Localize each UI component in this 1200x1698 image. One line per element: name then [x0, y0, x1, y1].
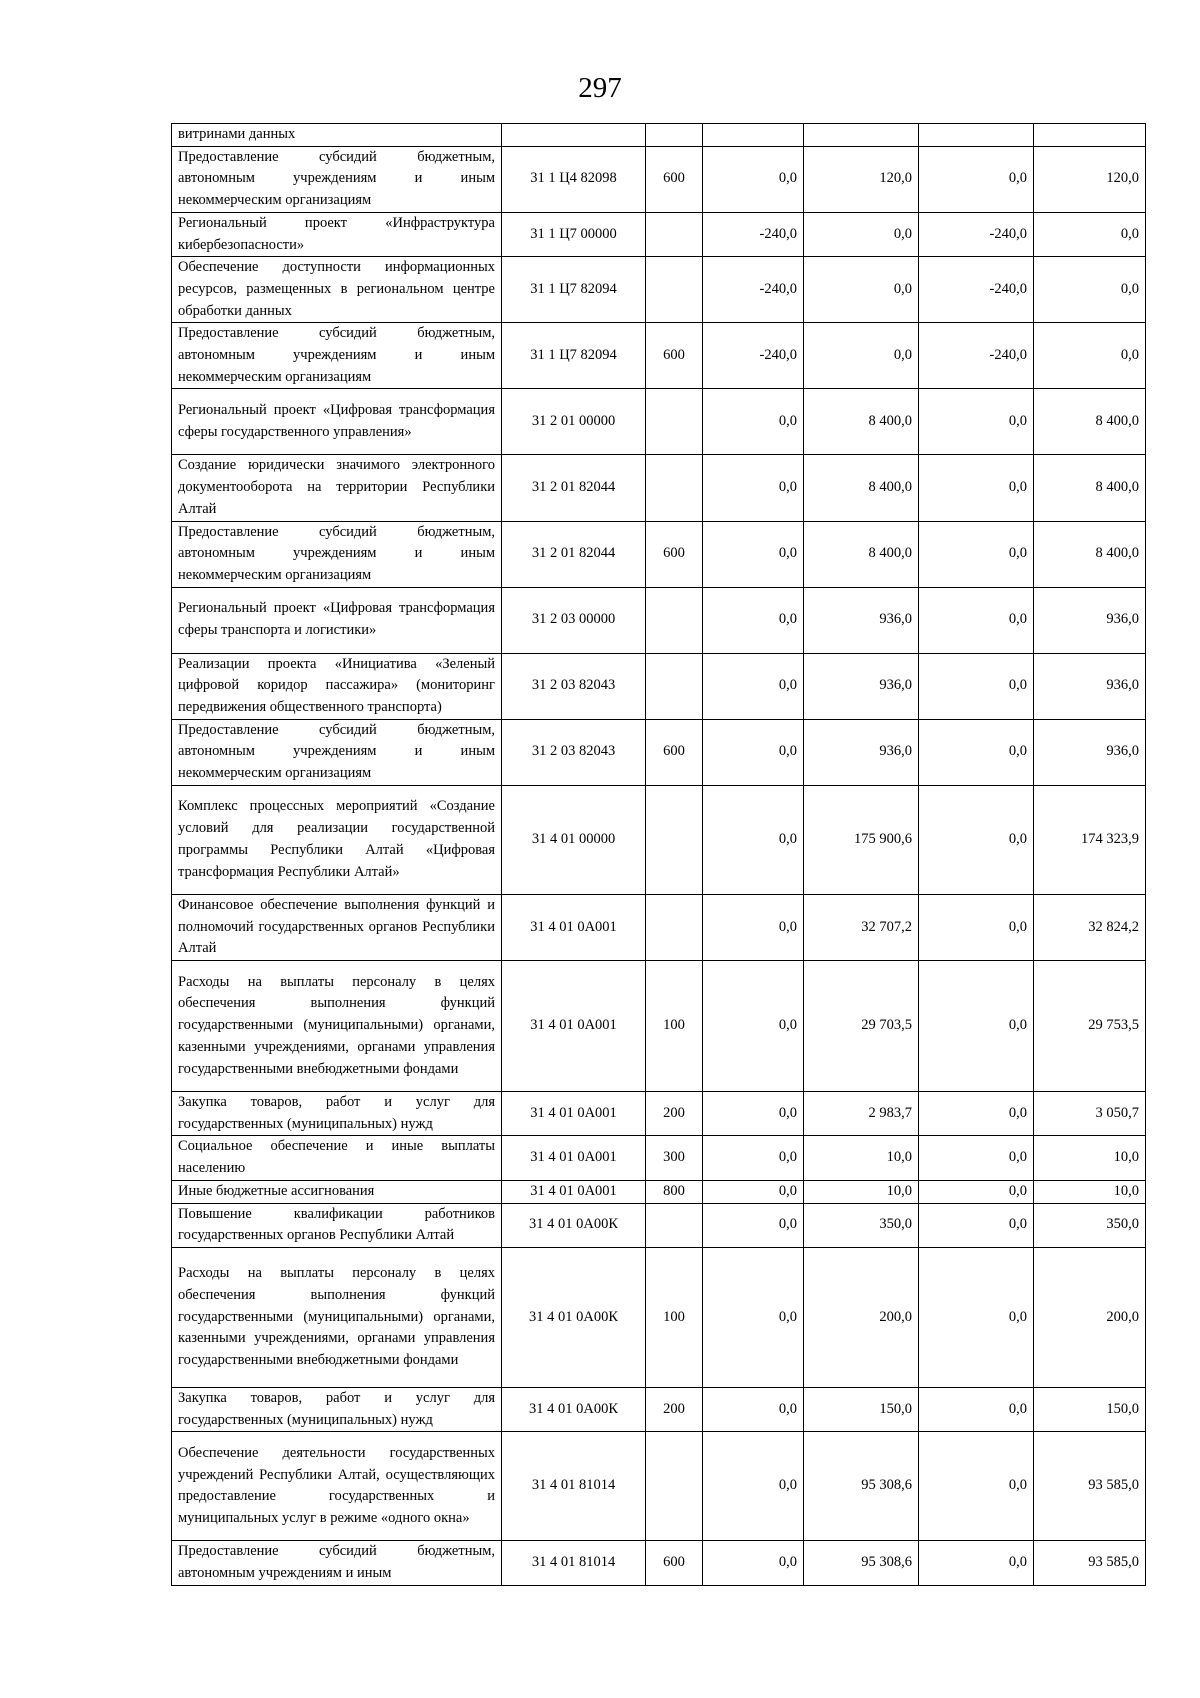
row-value-2: 350,0 — [804, 1203, 919, 1247]
row-value-4 — [1034, 124, 1146, 147]
row-value-4: 0,0 — [1034, 257, 1146, 323]
row-code: 31 4 01 0А00К — [502, 1203, 646, 1247]
row-value-4: 150,0 — [1034, 1387, 1146, 1431]
row-value-4: 936,0 — [1034, 587, 1146, 653]
row-value-4: 936,0 — [1034, 719, 1146, 785]
row-value-1: 0,0 — [703, 1091, 804, 1135]
row-expense-type — [646, 785, 703, 894]
table-row — [172, 587, 1146, 653]
row-value-2: 936,0 — [804, 719, 919, 785]
row-value-1: 0,0 — [703, 587, 804, 653]
row-value-1: 0,0 — [703, 1247, 804, 1387]
row-value-4: 10,0 — [1034, 1180, 1146, 1203]
row-value-4: 29 753,5 — [1034, 960, 1146, 1091]
budget-table — [171, 123, 1146, 1586]
row-value-3 — [919, 124, 1034, 147]
row-value-2: 8 400,0 — [804, 521, 919, 587]
row-name: Предоставление субсидий бюджетным, автономным учреждениям и иным некоммерческим организациям — [172, 521, 502, 587]
row-value-3: 0,0 — [919, 960, 1034, 1091]
row-value-3: 0,0 — [919, 521, 1034, 587]
row-value-4: 0,0 — [1034, 323, 1146, 389]
row-value-1: 0,0 — [703, 146, 804, 212]
row-value-4: 200,0 — [1034, 1247, 1146, 1387]
row-value-1: 0,0 — [703, 1387, 804, 1431]
row-value-2: 32 707,2 — [804, 894, 919, 960]
row-value-1: 0,0 — [703, 653, 804, 719]
row-code: 31 2 01 82044 — [502, 521, 646, 587]
row-code: 31 1 Ц7 00000 — [502, 212, 646, 256]
row-value-3: 0,0 — [919, 719, 1034, 785]
row-expense-type — [646, 212, 703, 256]
table-row — [172, 1091, 1146, 1135]
row-value-3: 0,0 — [919, 653, 1034, 719]
row-value-2: 120,0 — [804, 146, 919, 212]
row-name: Предоставление субсидий бюджетным, автономным учреждениям и иным — [172, 1541, 502, 1585]
row-value-1 — [703, 124, 804, 147]
row-name: Комплекс процессных мероприятий «Создание условий для реализации государственной программы Республики Алтай «Цифровая трансформация Республики Алтай» — [172, 785, 502, 894]
row-value-1: -240,0 — [703, 323, 804, 389]
row-name: Предоставление субсидий бюджетным, автономным учреждениям и иным некоммерческим организациям — [172, 146, 502, 212]
row-expense-type: 100 — [646, 1247, 703, 1387]
row-name: Обеспечение доступности информационных ресурсов, размещенных в региональном центре обработки данных — [172, 257, 502, 323]
row-expense-type: 600 — [646, 521, 703, 587]
row-value-4: 8 400,0 — [1034, 389, 1146, 455]
table-row — [172, 146, 1146, 212]
row-expense-type: 600 — [646, 1541, 703, 1585]
row-value-1: -240,0 — [703, 257, 804, 323]
row-value-2: 2 983,7 — [804, 1091, 919, 1135]
row-value-2: 8 400,0 — [804, 389, 919, 455]
row-expense-type: 200 — [646, 1387, 703, 1431]
row-expense-type — [646, 455, 703, 521]
row-value-4: 93 585,0 — [1034, 1541, 1146, 1585]
row-value-1: 0,0 — [703, 1541, 804, 1585]
table-row — [172, 1203, 1146, 1247]
row-value-3: 0,0 — [919, 1432, 1034, 1541]
row-value-3: 0,0 — [919, 587, 1034, 653]
row-value-4: 174 323,9 — [1034, 785, 1146, 894]
row-value-4: 936,0 — [1034, 653, 1146, 719]
row-value-1: 0,0 — [703, 1203, 804, 1247]
row-expense-type: 200 — [646, 1091, 703, 1135]
row-value-2: 936,0 — [804, 653, 919, 719]
row-name: Иные бюджетные ассигнования — [172, 1180, 502, 1203]
row-value-4: 8 400,0 — [1034, 455, 1146, 521]
row-value-1: 0,0 — [703, 1432, 804, 1541]
row-value-3: 0,0 — [919, 1180, 1034, 1203]
row-value-3: -240,0 — [919, 323, 1034, 389]
row-value-4: 0,0 — [1034, 212, 1146, 256]
row-value-1: -240,0 — [703, 212, 804, 256]
row-code: 31 4 01 0А001 — [502, 960, 646, 1091]
row-value-2: 95 308,6 — [804, 1541, 919, 1585]
table-row — [172, 521, 1146, 587]
row-value-1: 0,0 — [703, 521, 804, 587]
row-value-2: 175 900,6 — [804, 785, 919, 894]
row-name: Социальное обеспечение и иные выплаты населению — [172, 1136, 502, 1180]
row-value-3: 0,0 — [919, 1203, 1034, 1247]
row-expense-type: 600 — [646, 323, 703, 389]
table-row — [172, 785, 1146, 894]
row-value-2: 10,0 — [804, 1180, 919, 1203]
table-row — [172, 212, 1146, 256]
row-code: 31 4 01 0А001 — [502, 1136, 646, 1180]
row-value-3: 0,0 — [919, 785, 1034, 894]
row-code: 31 4 01 0А00К — [502, 1247, 646, 1387]
row-expense-type: 100 — [646, 960, 703, 1091]
row-name: Повышение квалификации работников государственных органов Республики Алтай — [172, 1203, 502, 1247]
table-row — [172, 719, 1146, 785]
row-name: Расходы на выплаты персоналу в целях обеспечения выполнения функций государственными (муниципальными) органами, казенными учреждениями, органами управления государственными внебюджетными фондами — [172, 1247, 502, 1387]
row-code: 31 1 Ц4 82098 — [502, 146, 646, 212]
row-name: Финансовое обеспечение выполнения функций и полномочий государственных органов Республики Алтай — [172, 894, 502, 960]
row-value-3: 0,0 — [919, 389, 1034, 455]
row-value-1: 0,0 — [703, 894, 804, 960]
row-value-4: 350,0 — [1034, 1203, 1146, 1247]
row-expense-type — [646, 389, 703, 455]
row-name: Обеспечение деятельности государственных учреждений Республики Алтай, осуществляющих предоставление государственных и муниципальных услуг в режиме «одного окна» — [172, 1432, 502, 1541]
row-name: Расходы на выплаты персоналу в целях обеспечения выполнения функций государственными (муниципальными) органами, казенными учреждениями, органами управления государственными внебюджетными фондами — [172, 960, 502, 1091]
table-row — [172, 1180, 1146, 1203]
row-expense-type — [646, 653, 703, 719]
row-value-1: 0,0 — [703, 1136, 804, 1180]
page-number: 297 — [578, 72, 622, 104]
table-row — [172, 653, 1146, 719]
row-value-2: 29 703,5 — [804, 960, 919, 1091]
row-name: Предоставление субсидий бюджетным, автономным учреждениям и иным некоммерческим организациям — [172, 323, 502, 389]
table-row — [172, 389, 1146, 455]
row-value-3: 0,0 — [919, 455, 1034, 521]
row-name: Региональный проект «Цифровая трансформация сферы транспорта и логистики» — [172, 587, 502, 653]
row-expense-type: 600 — [646, 719, 703, 785]
row-code: 31 4 01 0А001 — [502, 1180, 646, 1203]
row-value-1: 0,0 — [703, 389, 804, 455]
row-name: Закупка товаров, работ и услуг для государственных (муниципальных) нужд — [172, 1091, 502, 1135]
row-name: Предоставление субсидий бюджетным, автономным учреждениям и иным некоммерческим организациям — [172, 719, 502, 785]
row-value-3: 0,0 — [919, 146, 1034, 212]
row-value-1: 0,0 — [703, 455, 804, 521]
row-value-2: 8 400,0 — [804, 455, 919, 521]
row-expense-type — [646, 894, 703, 960]
row-value-2: 150,0 — [804, 1387, 919, 1431]
row-code: 31 4 01 81014 — [502, 1541, 646, 1585]
row-expense-type — [646, 124, 703, 147]
row-code: 31 2 01 00000 — [502, 389, 646, 455]
row-value-2: 0,0 — [804, 212, 919, 256]
row-code: 31 2 03 82043 — [502, 719, 646, 785]
row-expense-type — [646, 257, 703, 323]
row-value-3: -240,0 — [919, 212, 1034, 256]
row-code: 31 1 Ц7 82094 — [502, 257, 646, 323]
row-value-1: 0,0 — [703, 719, 804, 785]
row-value-4: 120,0 — [1034, 146, 1146, 212]
row-code: 31 1 Ц7 82094 — [502, 323, 646, 389]
row-name: Создание юридически значимого электронного документооборота на территории Республики Алтай — [172, 455, 502, 521]
row-value-2: 95 308,6 — [804, 1432, 919, 1541]
row-value-3: 0,0 — [919, 1136, 1034, 1180]
row-expense-type: 600 — [646, 146, 703, 212]
table-row — [172, 1432, 1146, 1541]
row-expense-type — [646, 1203, 703, 1247]
row-value-3: 0,0 — [919, 1247, 1034, 1387]
row-code: 31 2 03 82043 — [502, 653, 646, 719]
row-value-4: 93 585,0 — [1034, 1432, 1146, 1541]
row-value-2: 0,0 — [804, 323, 919, 389]
row-value-2: 936,0 — [804, 587, 919, 653]
row-code: 31 4 01 81014 — [502, 1432, 646, 1541]
table-row — [172, 257, 1146, 323]
row-code: 31 4 01 00000 — [502, 785, 646, 894]
row-code — [502, 124, 646, 147]
row-name: Региональный проект «Цифровая трансформация сферы государственного управления» — [172, 389, 502, 455]
row-expense-type: 800 — [646, 1180, 703, 1203]
row-value-1: 0,0 — [703, 1180, 804, 1203]
row-value-1: 0,0 — [703, 785, 804, 894]
table-row — [172, 124, 1146, 147]
table-row — [172, 455, 1146, 521]
row-name: Реализации проекта «Инициатива «Зеленый цифровой коридор пассажира» (мониторинг передвижения общественного транспорта) — [172, 653, 502, 719]
row-name: витринами данных — [172, 124, 502, 147]
row-value-2 — [804, 124, 919, 147]
row-value-3: 0,0 — [919, 1387, 1034, 1431]
row-value-1: 0,0 — [703, 960, 804, 1091]
row-value-3: 0,0 — [919, 1091, 1034, 1135]
row-code: 31 2 01 82044 — [502, 455, 646, 521]
table-row — [172, 960, 1146, 1091]
table-row — [172, 1541, 1146, 1585]
row-value-2: 0,0 — [804, 257, 919, 323]
row-code: 31 4 01 0А00К — [502, 1387, 646, 1431]
row-value-4: 10,0 — [1034, 1136, 1146, 1180]
table-row — [172, 1387, 1146, 1431]
table-row — [172, 894, 1146, 960]
table-row — [172, 1136, 1146, 1180]
row-expense-type — [646, 587, 703, 653]
row-expense-type: 300 — [646, 1136, 703, 1180]
row-value-2: 200,0 — [804, 1247, 919, 1387]
row-value-3: 0,0 — [919, 1541, 1034, 1585]
table-row — [172, 1247, 1146, 1387]
row-name: Региональный проект «Инфраструктура кибербезопасности» — [172, 212, 502, 256]
row-value-2: 10,0 — [804, 1136, 919, 1180]
row-value-4: 32 824,2 — [1034, 894, 1146, 960]
table-body — [172, 124, 1146, 1586]
row-value-4: 3 050,7 — [1034, 1091, 1146, 1135]
table-row — [172, 323, 1146, 389]
row-value-4: 8 400,0 — [1034, 521, 1146, 587]
row-value-3: 0,0 — [919, 894, 1034, 960]
row-value-3: -240,0 — [919, 257, 1034, 323]
row-code: 31 4 01 0А001 — [502, 894, 646, 960]
row-expense-type — [646, 1432, 703, 1541]
row-name: Закупка товаров, работ и услуг для государственных (муниципальных) нужд — [172, 1387, 502, 1431]
row-code: 31 2 03 00000 — [502, 587, 646, 653]
row-code: 31 4 01 0А001 — [502, 1091, 646, 1135]
